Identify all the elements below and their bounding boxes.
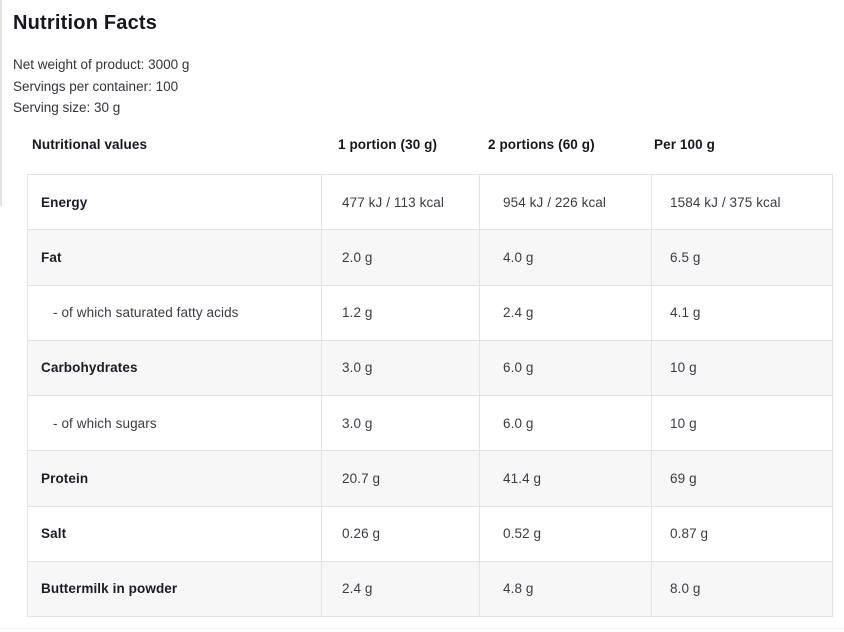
row-value: 0.26 g (322, 507, 480, 561)
table-row (28, 230, 832, 285)
row-value: 69 g (670, 470, 697, 486)
row-value: 6.0 g (480, 341, 652, 395)
row-value: 4.8 g (480, 562, 652, 616)
page-title: Nutrition Facts (13, 12, 158, 34)
row-value: 0.52 g (480, 507, 652, 561)
product-meta (13, 54, 189, 119)
row-value: 10 g (670, 415, 697, 431)
table-header-row (27, 135, 833, 155)
nutrition-table-body (27, 174, 833, 617)
row-value: 477 kJ / 113 kcal (322, 175, 480, 229)
column-header-nutritional-values: Nutritional values (32, 137, 148, 152)
table-row (28, 451, 832, 506)
row-label: - of which sugars (28, 396, 322, 450)
row-value: 954 kJ / 226 kcal (480, 175, 652, 229)
table-row (28, 562, 832, 616)
row-value: 3.0 g (322, 396, 480, 450)
row-value: 3.0 g (322, 341, 480, 395)
row-value: 2.0 g (322, 230, 480, 284)
column-header-1-portion: 1 portion (30 g) (338, 137, 438, 152)
row-label: Protein (28, 451, 322, 505)
row-value: 10 g (670, 360, 697, 376)
row-value: 2.4 g (322, 562, 480, 616)
table-row (28, 396, 832, 451)
row-value: 4.1 g (670, 305, 701, 321)
table-row (28, 507, 832, 562)
row-value: 0.87 g (670, 526, 709, 542)
row-value: 6.5 g (670, 249, 701, 265)
row-label: - of which saturated fatty acids (28, 286, 322, 340)
row-value: 4.0 g (480, 230, 652, 284)
table-row (28, 175, 832, 230)
row-value: 1.2 g (322, 286, 480, 340)
row-label: Salt (28, 507, 322, 561)
row-value: 6.0 g (480, 396, 652, 450)
table-row (28, 286, 832, 341)
column-header-per-100g: Per 100 g (654, 137, 715, 152)
row-value: 1584 kJ / 375 kcal (670, 194, 781, 210)
row-value: 8.0 g (670, 581, 701, 597)
row-value: 41.4 g (480, 451, 652, 505)
net-weight-text: Net weight of product: 3000 g (13, 57, 190, 72)
table-row (28, 341, 832, 396)
row-label: Buttermilk in powder (28, 562, 322, 616)
row-value: 20.7 g (322, 451, 480, 505)
left-edge-divider (0, 0, 2, 206)
row-value: 2.4 g (480, 286, 652, 340)
serving-size-text: Serving size: 30 g (13, 100, 121, 115)
servings-per-container-text: Servings per container: 100 (13, 78, 179, 94)
column-header-2-portions: 2 portions (60 g) (488, 137, 595, 152)
row-label: Carbohydrates (28, 341, 322, 395)
row-label: Energy (28, 175, 322, 229)
bottom-divider (0, 628, 844, 629)
row-label: Fat (28, 230, 322, 284)
